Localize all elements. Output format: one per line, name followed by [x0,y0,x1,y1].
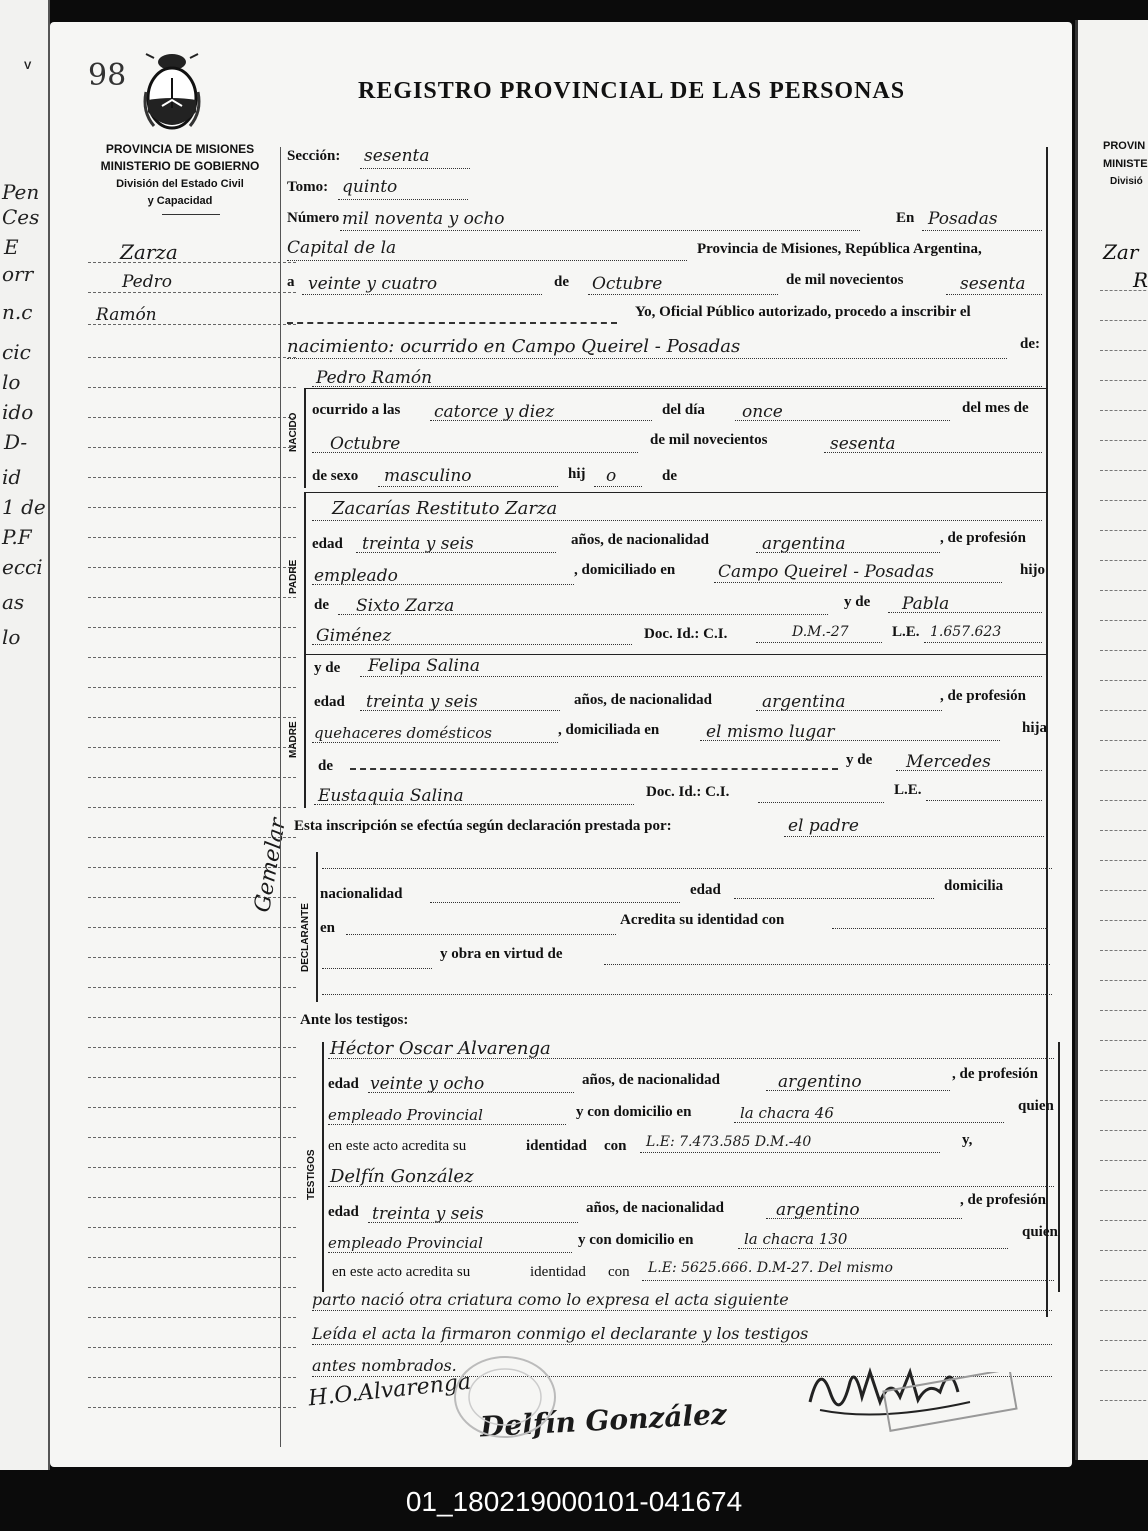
declarante-acredita-label: Acredita su identidad con [620,912,785,928]
declarante-dom-label: domicilia [944,878,1004,894]
madre-hija-label: hija [1022,720,1048,736]
madre-domicilio: el mismo lugar [706,722,835,742]
declarante-obra-label: y obra en virtud de [440,946,563,962]
declarante-section-label: DECLARANTE [300,903,311,972]
testigo-2-edad-label: edad [328,1204,359,1220]
seccion-value: sesenta [364,146,430,166]
testigo-2-quien-label: quien [1022,1224,1058,1240]
testigo-1-edad: veinte y ocho [370,1074,485,1094]
tomo-value: quinto [342,177,398,197]
testigo-1-edad-label: edad [328,1076,359,1092]
testigos-section-label: TESTIGOS [306,1149,317,1200]
nacido-section-label: NACIDO [288,412,299,452]
nacido-de-label: de [662,468,677,484]
nacido-hora: catorce y diez [434,402,555,422]
madre-le-label: L.E. [894,782,922,798]
testigo-2-identidad-label: identidad [530,1264,586,1280]
padre-section-label: PADRE [288,559,299,594]
previous-page-edge: V Pen Ces E orr n.c cic lo ido D- id 1 de P.F ecci as lo [0,0,50,1470]
testigo-2-con-label: con [608,1264,630,1280]
nacido-dia: once [742,402,783,422]
del-dia-label: del día [662,402,705,418]
header-province: PROVINCIA DE MISIONES [105,142,255,156]
madre-madre-de-2: Eustaquia Salina [318,786,464,806]
padre-le-label: L.E. [892,624,920,640]
page-title: REGISTRO PROVINCIAL DE LAS PERSONAS [358,78,906,104]
a-label: a [287,274,295,290]
padre-domicilio: Campo Queirel - Posadas [718,562,934,582]
firma-1: H.O.Alvarenga [307,1369,473,1412]
madre-madre-de-1: Mercedes [906,752,991,772]
yo-label: Yo, Oficial Público autorizado, procedo a inscribir el [635,304,971,320]
registry-page [50,22,1072,1467]
padre-edad-label: edad [312,536,343,552]
fecha-dia: veinte y cuatro [308,274,438,294]
testigo-2-acredita-label: en este acto acredita su [332,1264,471,1280]
de-colon-label: de: [1020,336,1040,352]
tomo-label: Tomo: [287,179,329,195]
madre-nacionalidad: argentina [762,692,846,712]
testigo-2-nac-label: años, de nacionalidad [586,1200,724,1216]
testigo-1-acredita-label: en este acto acredita su [328,1138,467,1154]
padre-edad: treinta y seis [362,534,474,554]
provincia-label: Provincia de Misiones, República Argentina, [697,241,982,257]
sexo-label: de sexo [312,468,359,484]
testigo-1-domicilio: la chacra 46 [740,1104,834,1122]
declarante-en-label: en [320,920,335,936]
madre-y-de-label: y de [314,660,341,676]
numero-value: mil noventa y ocho [342,209,505,229]
del-mes-label: del mes de [962,400,1029,416]
nacido-mes: Octubre [330,434,401,454]
testigo-1-nac-label: años, de nacionalidad [582,1072,720,1088]
numero-label: Número [287,210,340,226]
padre-madre-de-2: Giménez [316,626,392,646]
padre-madre-de-1: Pabla [902,594,950,614]
madre-de-label: de [318,758,333,774]
madre-profesion: quehaceres domésticos [314,724,492,742]
padre-nacionalidad: argentina [762,534,846,554]
padre-doc-label: Doc. Id.: C.I. [644,626,728,642]
seccion-label: Sección: [287,148,341,164]
testigo-1-y-label: y, [962,1132,973,1148]
madre-nac-label: años, de nacionalidad [574,692,712,708]
padre-profesion: empleado [314,566,398,586]
hij-suffix: o [606,466,617,486]
testigo-2-edad: treinta y seis [372,1204,484,1224]
header-ministry: MINISTERIO DE GOBIERNO [100,159,260,173]
margin-note: Gemelar [250,816,292,915]
testigos-ante-label: Ante los testigos: [300,1012,409,1028]
madre-nombre: Felipa Salina [368,656,480,676]
margin-name-1: Pedro [122,272,172,292]
madre-y-de2-label: y de [846,752,873,768]
testigo-1-prof-label: , de profesión [952,1066,1038,1082]
padre-nac-label: años, de nacionalidad [571,532,709,548]
en-value: Posadas [928,209,998,229]
official-stamp-icon [450,1352,560,1442]
nacido-mil-label: de mil novecientos [650,432,768,448]
en-label: En [896,210,915,226]
hij-label: hij [568,466,586,482]
testigo-2-nombre: Delfín González [330,1166,474,1187]
padre-de-label: de [314,597,329,613]
header-division-1: División del Estado Civil [116,178,244,190]
header-division-2: y Capacidad [147,195,213,207]
testigo-1-identidad-label: identidad [526,1138,587,1154]
madre-edad: treinta y seis [366,692,478,712]
coat-of-arms-icon [140,52,204,136]
testigo-2-profesion: empleado Provincial [328,1234,483,1252]
nacido-sexo: masculino [384,466,472,486]
madre-edad-label: edad [314,694,345,710]
testigo-1-profesion: empleado Provincial [328,1106,483,1124]
capital-text: Capital de la [287,238,397,258]
margin-surname: Zarza [120,240,178,264]
testigo-2-nacionalidad: argentino [776,1200,860,1220]
madre-section-label: MADRE [288,721,299,758]
nota-linea-2: Leída el acta la firmaron conmigo el declarante y los testigos [312,1324,809,1343]
nota-linea-1: parto nació otra criatura como lo expresa el acta siguiente [312,1290,789,1309]
declarante-edad-label: edad [690,882,721,898]
testigo-1-documento: L.E: 7.473.585 D.M.-40 [646,1134,812,1150]
madre-prof-label: , de profesión [940,688,1026,704]
de-label: de [554,274,569,290]
testigo-1-con-label: con [604,1138,627,1154]
testigo-1-dom-label: y con domicilio en [576,1104,692,1120]
acto-text: nacimiento: ocurrido en Campo Queirel - Posadas [287,336,741,357]
padre-le: 1.657.623 [930,624,1002,640]
testigo-2-documento: L.E: 5625.666. D.M-27. Del mismo [648,1260,893,1276]
padre-dm: D.M.-27 [792,624,849,640]
padre-dom-label: , domiciliado en [574,562,676,578]
de-mil-label: de mil novecientos [786,272,904,288]
padre-hijo-label: hijo [1020,562,1046,578]
testigo-1-nacionalidad: argentino [778,1072,862,1092]
fecha-anio: sesenta [960,274,1026,294]
declaracion-valor: el padre [788,816,859,836]
margin-name-2: Ramón [96,305,157,325]
nota-linea-3: antes nombrados. [312,1356,457,1375]
padre-padre-de: Sixto Zarza [356,596,455,616]
padre-prof-label: , de profesión [940,530,1026,546]
footer-image-id: 01_180219000101-041674 [405,1485,743,1517]
page-number: 98 [88,58,127,93]
next-page-edge: PROVIN MINISTE Divisió Zar R [1075,20,1148,1460]
testigo-2-dom-label: y con domicilio en [578,1232,694,1248]
ocurrido-label: ocurrido a las [312,402,401,418]
firma-2: Delfín González [479,1397,728,1444]
madre-doc-label: Doc. Id.: C.I. [646,784,730,800]
padre-nombre: Zacarías Restituto Zarza [332,498,558,519]
seal-stamp-icon [880,1372,1020,1432]
fecha-mes: Octubre [592,274,663,294]
madre-dom-label: , domiciliada en [558,722,660,738]
testigo-2-prof-label: , de profesión [960,1192,1046,1208]
testigo-1-nombre: Héctor Oscar Alvarenga [330,1038,551,1059]
testigo-1-quien-label: quien [1018,1098,1054,1114]
declaracion-label: Esta inscripción se efectúa según declaración prestada por: [294,818,672,834]
nacido-nombre: Pedro Ramón [316,368,433,388]
padre-y-de-label: y de [844,594,871,610]
nacido-anio: sesenta [830,434,896,454]
declarante-nac-label: nacionalidad [320,886,403,902]
testigo-2-domicilio: la chacra 130 [744,1230,848,1248]
